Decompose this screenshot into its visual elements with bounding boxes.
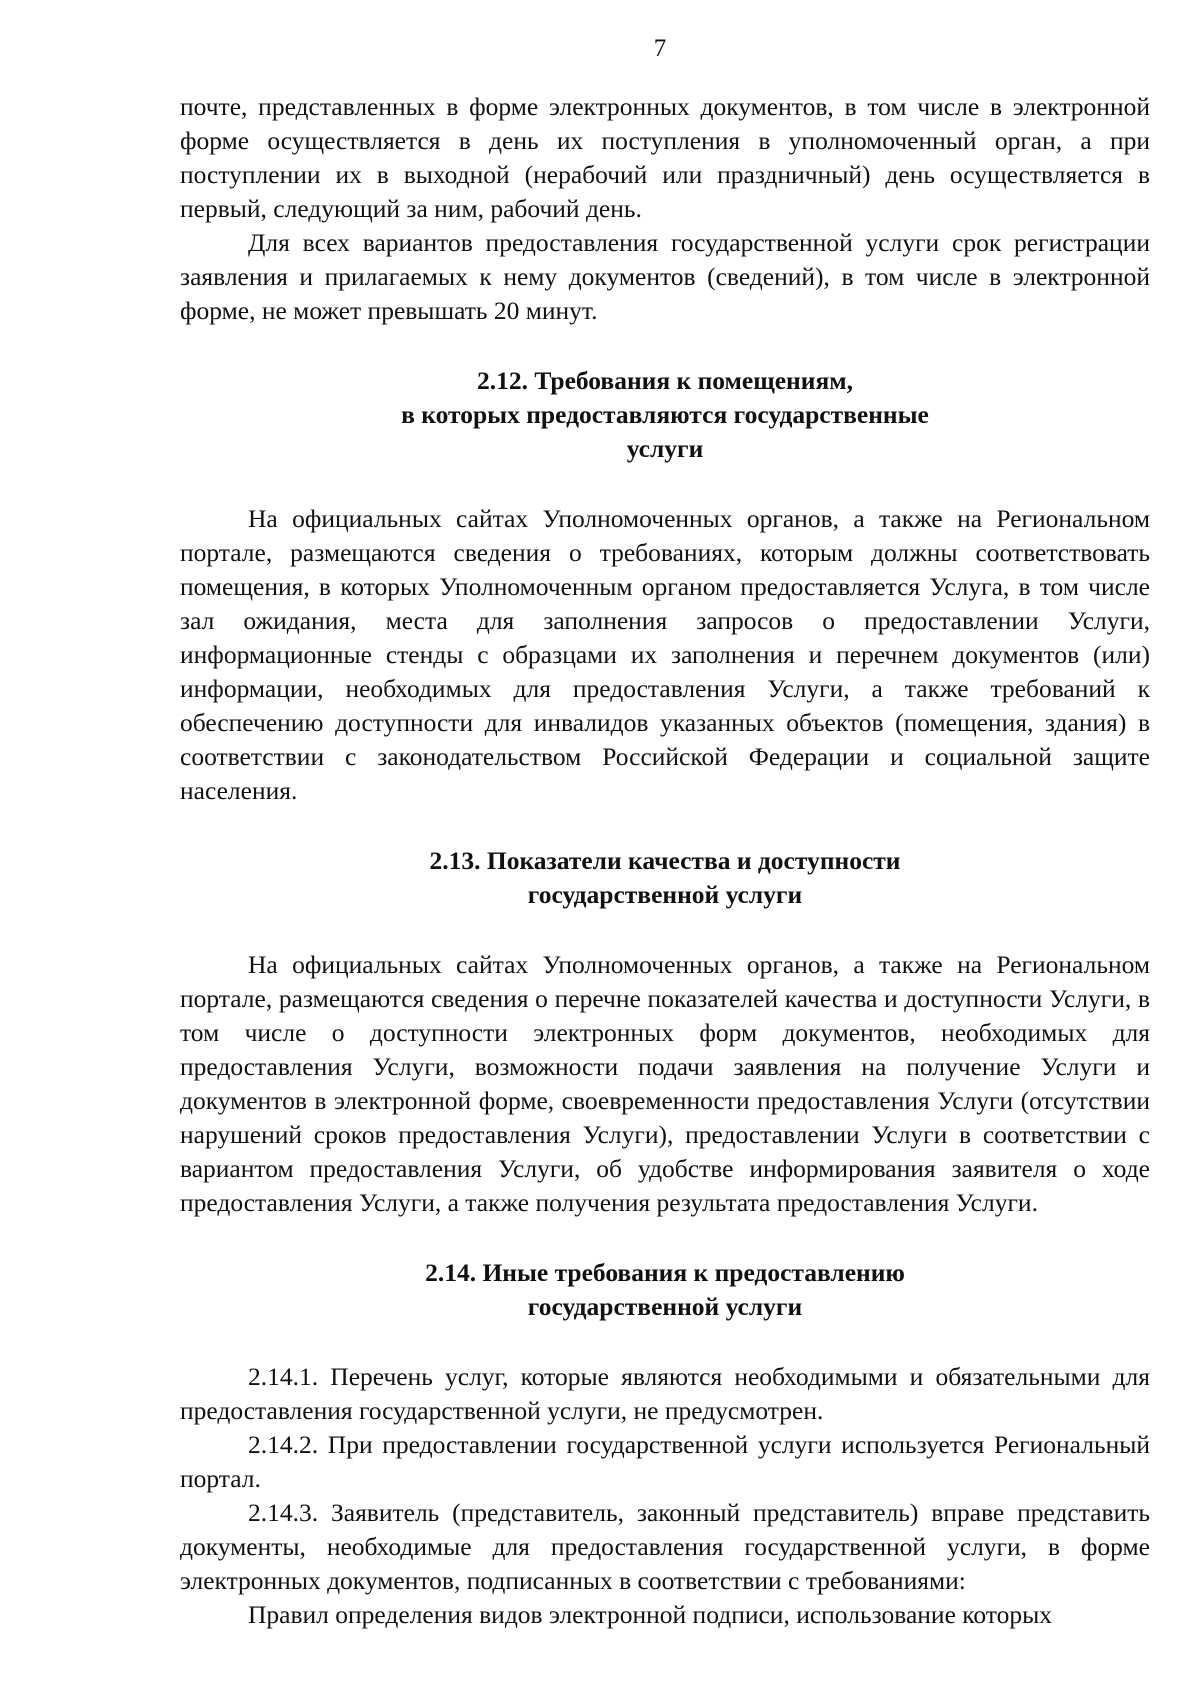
paragraph-premises-requirements: На официальных сайтах Уполномоченных органов, а также на Региональном портале, размещаются сведения о требованиях, которым должны соответствовать помещения, в которых Уполномоченным органом предоставляется Услуга, в том числе зал ожидания, места для заполнения запросов о предоставлении Услуги, информационные стенды с образцами их заполнения и перечнем документов (или) информации, необходимых для предоставления Услуги, а также требований к обеспечению доступности для инвалидов указанных объектов (помещения, здания) в соответствии с законодательством Российской Федерации и социальной защите населения. xyxy=(180,504,1150,805)
paragraph-registration-time: Для всех вариантов предоставления государственной услуги срок регистрации заявления и прилагаемых к нему документов (сведений), в том числе в электронной форме, не может превышать 20 минут. xyxy=(180,228,1150,325)
heading-line: государственной услуги xyxy=(527,1292,803,1321)
paragraph-quality-indicators: На официальных сайтах Уполномоченных органов, а также на Региональном портале, размещаются сведения о перечне показателей качества и доступности Услуги, в том числе о доступности электронных форм документов, необходимых для предоставления Услуги, возможности подачи заявления на получение Услуги и документов в электронной форме, своевременности предоставления Услуги (отсутствии нарушений сроков предоставления Услуги), предоставлении Услуги в соответствии с вариантом предоставления Услуги, об удобстве информирования заявителя о ходе предоставления Услуги, а также получения результата предоставления Услуги. xyxy=(180,950,1150,1217)
heading-line: государственной услуги xyxy=(527,880,803,909)
heading-line: в которых предоставляются государственные xyxy=(401,400,929,429)
heading-line: услуги xyxy=(626,434,704,463)
page-number: 7 xyxy=(653,35,667,62)
paragraph-signature-rules: Правил определения видов электронной подписи, использование которых xyxy=(248,1600,1052,1629)
section-heading-2-12 xyxy=(180,364,1150,466)
document-body xyxy=(180,90,1150,1632)
heading-line: 2.13. Показатели качества и доступности xyxy=(429,846,901,875)
section-heading-2-14 xyxy=(180,1256,1150,1324)
paragraph-2-14-3: 2.14.3. Заявитель (представитель, законный представитель) вправе представить документы, необходимые для предоставления государственной услуги, в форме электронных документов, подписанных в соответствии с требованиями: xyxy=(180,1498,1150,1595)
paragraph-2-14-2: 2.14.2. При предоставлении государственной услуги используется Региональный портал. xyxy=(180,1430,1150,1493)
section-heading-2-13 xyxy=(180,844,1150,912)
heading-line: 2.12. Требования к помещениям, xyxy=(476,366,853,395)
heading-line: 2.14. Иные требования к предоставлению xyxy=(425,1258,905,1287)
paragraph-2-14-1: 2.14.1. Перечень услуг, которые являются необходимыми и обязательными для предоставления государственной услуги, не предусмотрен. xyxy=(180,1362,1150,1425)
paragraph-continuation: почте, представленных в форме электронных документов, в том числе в электронной форме осуществляется в день их поступления в уполномоченный орган, а при поступлении их в выходной (нерабочий или праздничный) день осуществляется в первый, следующий за ним, рабочий день. xyxy=(180,92,1150,223)
